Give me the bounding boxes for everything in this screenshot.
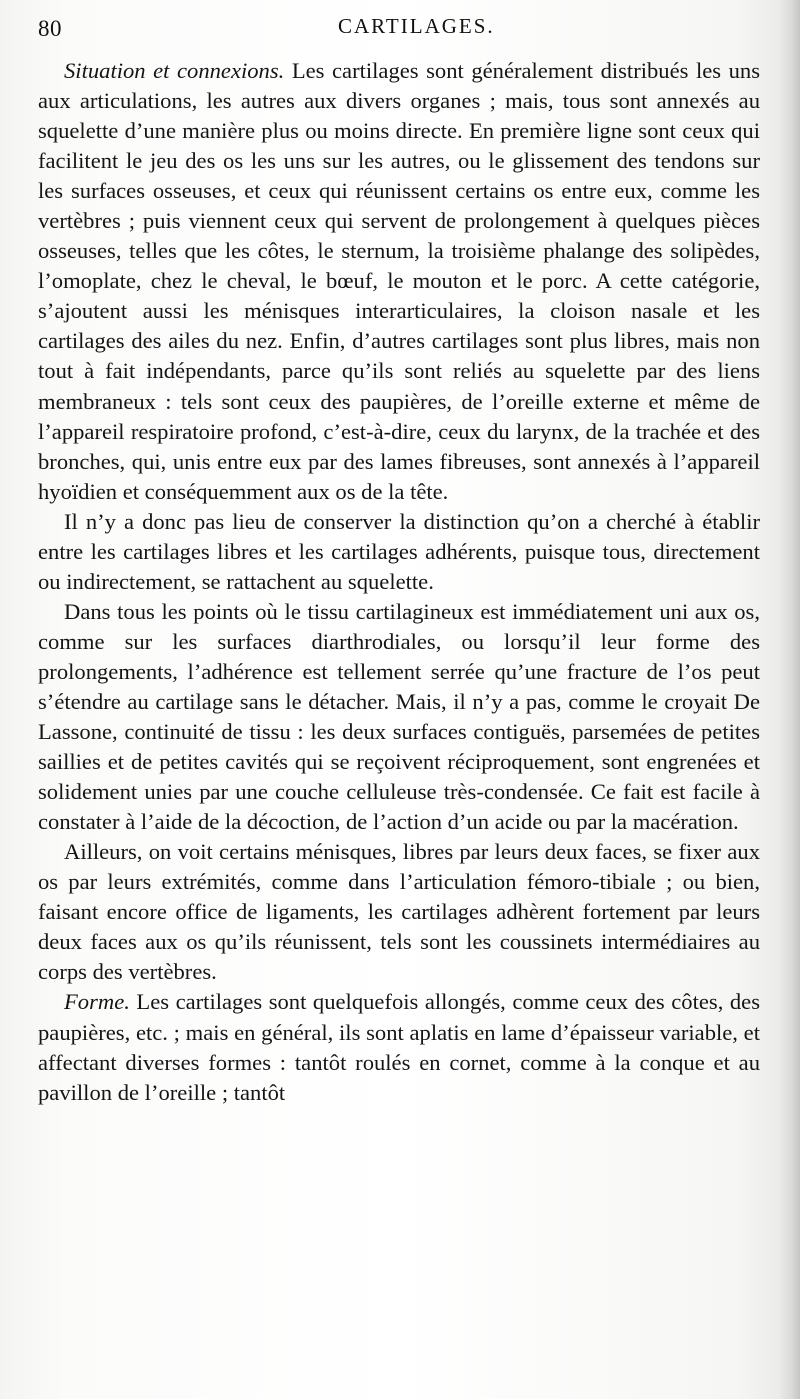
section-lead-forme: Forme. (64, 989, 130, 1015)
paragraph-distinction (38, 507, 760, 597)
page-number: 80 (38, 16, 62, 41)
paragraph-text: Les cartilages sont quelquefois allongés, comme ceux des côtes, des paupières, etc. ; mais en général, ils sont aplatis en lame d’épaisseur variable, et affectant diverses formes : tantôt roulés en cornet, comme à la conque et au pavillon de l’oreille ; tantôt (38, 989, 760, 1105)
paragraph-menisques (38, 837, 760, 987)
paragraph-text: Dans tous les points où le tissu cartilagineux est immédiatement uni aux os, comme sur les surfaces diarthrodiales, ou lorsqu’il leur forme des prolongements, l’adhérence est tellement serrée qu’une fracture de l’os peut s’étendre au cartilage sans le détacher. Mais, il n’y a pas, comme le croyait De Lassone, continuité de tissu : les deux surfaces contiguës, parsemées de petites saillies et de petites cavités qui se reçoivent réciproquement, sont engrenées et solidement unies par une couche celluleuse très-condensée. Ce fait est facile à constater à l’aide de la décoction, de l’action d’un acide ou par la macération. (38, 598, 760, 835)
paragraph-text: Les cartilages sont généralement distribués les uns aux articulations, les autres aux divers organes ; mais, tous sont annexés au squelette d’une manière plus ou moins directe. En première ligne sont ceux qui facilitent le jeu des os les uns sur les autres, ou le glissement des tendons sur les surfaces osseuses, et ceux qui réunissent certains os entre eux, comme les vertèbres ; puis viennent ceux qui servent de prolongement à quelques pièces osseuses, telles que les côtes, le sternum, la troisième phalange des solipèdes, l’omoplate, chez le cheval, le bœuf, le mouton et le porc. A cette catégorie, s’ajoutent aussi les ménisques interarticulaires, la cloison nasale et les cartilages des ailes du nez. Enfin, d’autres cartilages sont plus libres, mais non tout à fait indépendants, parce qu’ils sont reliés au squelette par des liens membraneux : tels sont ceux des paupières, de l’oreille externe et même de l’appareil respiratoire profond, c’est-à-dire, ceux du larynx, de la trachée et des bronches, qui, unis entre eux par des lames fibreuses, sont annexés à l’appareil hyoïdien et conséquemment aux os de la tête. (38, 58, 761, 504)
section-lead-situation: Situation et connexions. (64, 58, 285, 83)
paragraph-situation (38, 56, 760, 507)
running-header (38, 14, 760, 48)
running-title: CARTILAGES. (338, 14, 495, 38)
paragraph-adherence (38, 597, 760, 837)
paragraph-text: Il n’y a donc pas lieu de conserver la distinction qu’on a cherché à établir entre les cartilages libres et les cartilages adhérents, puisque tous, directement ou indirectement, se rattachent au squelette. (38, 508, 760, 594)
paragraph-text: Ailleurs, on voit certains ménisques, libres par leurs deux faces, se fixer aux os par leurs extrémités, comme dans l’articulation fémoro-tibiale ; ou bien, faisant encore office de ligaments, les cartilages adhèrent fortement par leurs deux faces aux os qu’ils réunissent, tels sont les coussinets intermédiaires au corps des vertèbres. (38, 839, 760, 985)
paragraph-forme (38, 987, 760, 1107)
page-gutter-shadow (778, 0, 800, 1399)
body-text (38, 56, 760, 1108)
